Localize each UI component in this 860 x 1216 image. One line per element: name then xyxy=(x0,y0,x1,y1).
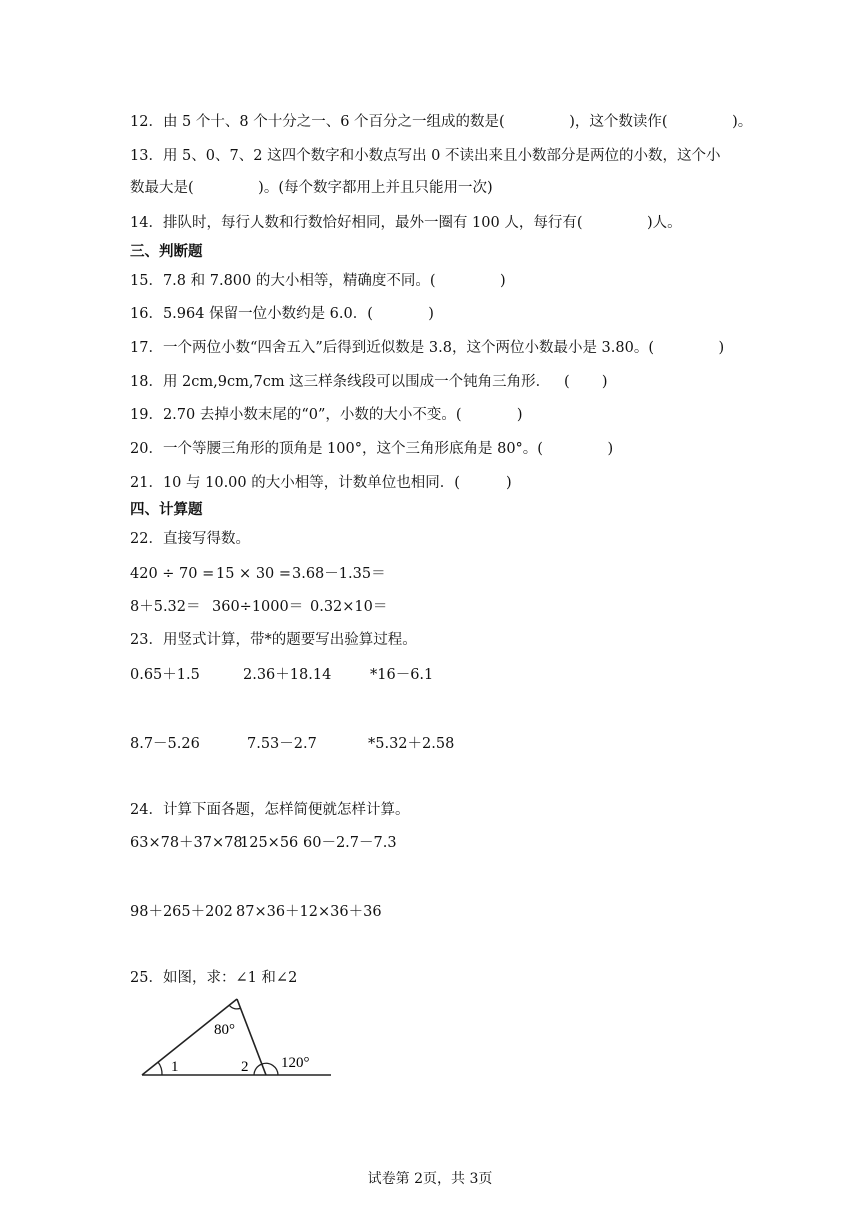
calc-24-4: 98＋265＋202 xyxy=(130,904,233,920)
section-judgement-title: 三、判断题 xyxy=(130,244,203,260)
label-120-degree: 120° xyxy=(281,1055,310,1071)
question-12: 12．由 5 个十、8 个十分之一、6 个百分之一组成的数是( )，这个数读作( )。 xyxy=(130,114,753,130)
calc-23-6: *5.32＋2.58 xyxy=(368,736,455,752)
angle-2-arc xyxy=(254,1064,262,1075)
question-13-line1: 13．用 5、0、7、2 这四个数字和小数点写出 0 不读出来且小数部分是两位的小数，这个小 xyxy=(130,148,721,164)
calc-23-4: 8.7－5.26 xyxy=(130,736,200,752)
question-13-line2: 数最大是( )。(每个数字都用上并且只能用一次) xyxy=(130,180,493,196)
angle-1-arc xyxy=(158,1062,162,1075)
question-17: 17．一个两位小数“四舍五入”后得到近似数是 3.8，这个两位小数最小是 3.80。( ) xyxy=(130,340,725,356)
question-24-prompt: 24．计算下面各题，怎样简便就怎样计算。 xyxy=(130,802,410,818)
calc-23-5: 7.53－2.7 xyxy=(247,736,317,752)
question-14: 14．排队时，每行人数和行数恰好相同，最外一圈有 100 人，每行有( )人。 xyxy=(130,215,682,231)
calc-22-1: 420 ÷ 70 = xyxy=(130,566,215,582)
calc-22-6: 0.32×10＝ xyxy=(310,599,388,615)
question-21: 21．10 与 10.00 的大小相等，计数单位也相同．( ) xyxy=(130,475,512,491)
calc-23-1: 0.65＋1.5 xyxy=(130,667,200,683)
calc-24-1: 63×78＋37×78 xyxy=(130,835,243,851)
calc-22-5: 360÷1000＝ xyxy=(212,599,304,615)
question-15: 15．7.8 和 7.800 的大小相等，精确度不同。( ) xyxy=(130,273,506,289)
question-25-prompt: 25．如图，求：∠1 和∠2 xyxy=(130,970,298,986)
question-20: 20．一个等腰三角形的顶角是 100°，这个三角形底角是 80°。( ) xyxy=(130,441,614,457)
calc-22-4: 8＋5.32＝ xyxy=(130,599,201,615)
page-footer: 试卷第 2页，共 3页 xyxy=(367,1171,493,1187)
question-22-prompt: 22．直接写得数。 xyxy=(130,531,250,547)
section-calculation-title: 四、计算题 xyxy=(130,502,203,518)
calc-23-2: 2.36＋18.14 xyxy=(243,667,332,683)
question-18: 18．用 2cm,9cm,7cm 这三样条线段可以围成一个钝角三角形． ( ) xyxy=(130,374,608,390)
calc-22-3: 3.68－1.35＝ xyxy=(292,566,386,582)
label-80-degree: 80° xyxy=(214,1022,235,1038)
calc-24-5: 87×36＋12×36＋36 xyxy=(236,904,382,920)
label-angle-1: 1 xyxy=(171,1059,179,1075)
calc-22-2: 15 × 30 = xyxy=(216,566,292,582)
calc-24-2: 125×56 xyxy=(240,835,299,851)
calc-23-3: *16－6.1 xyxy=(370,667,434,683)
question-23-prompt: 23．用竖式计算，带*的题要写出验算过程。 xyxy=(130,632,417,648)
calc-24-3: 60－2.7－7.3 xyxy=(303,835,397,851)
triangle-figure xyxy=(135,992,335,1082)
question-19: 19．2.70 去掉小数末尾的“0”，小数的大小不变。( ) xyxy=(130,407,523,423)
question-16: 16．5.964 保留一位小数约是 6.0．( ) xyxy=(130,306,434,322)
label-angle-2: 2 xyxy=(241,1059,249,1075)
